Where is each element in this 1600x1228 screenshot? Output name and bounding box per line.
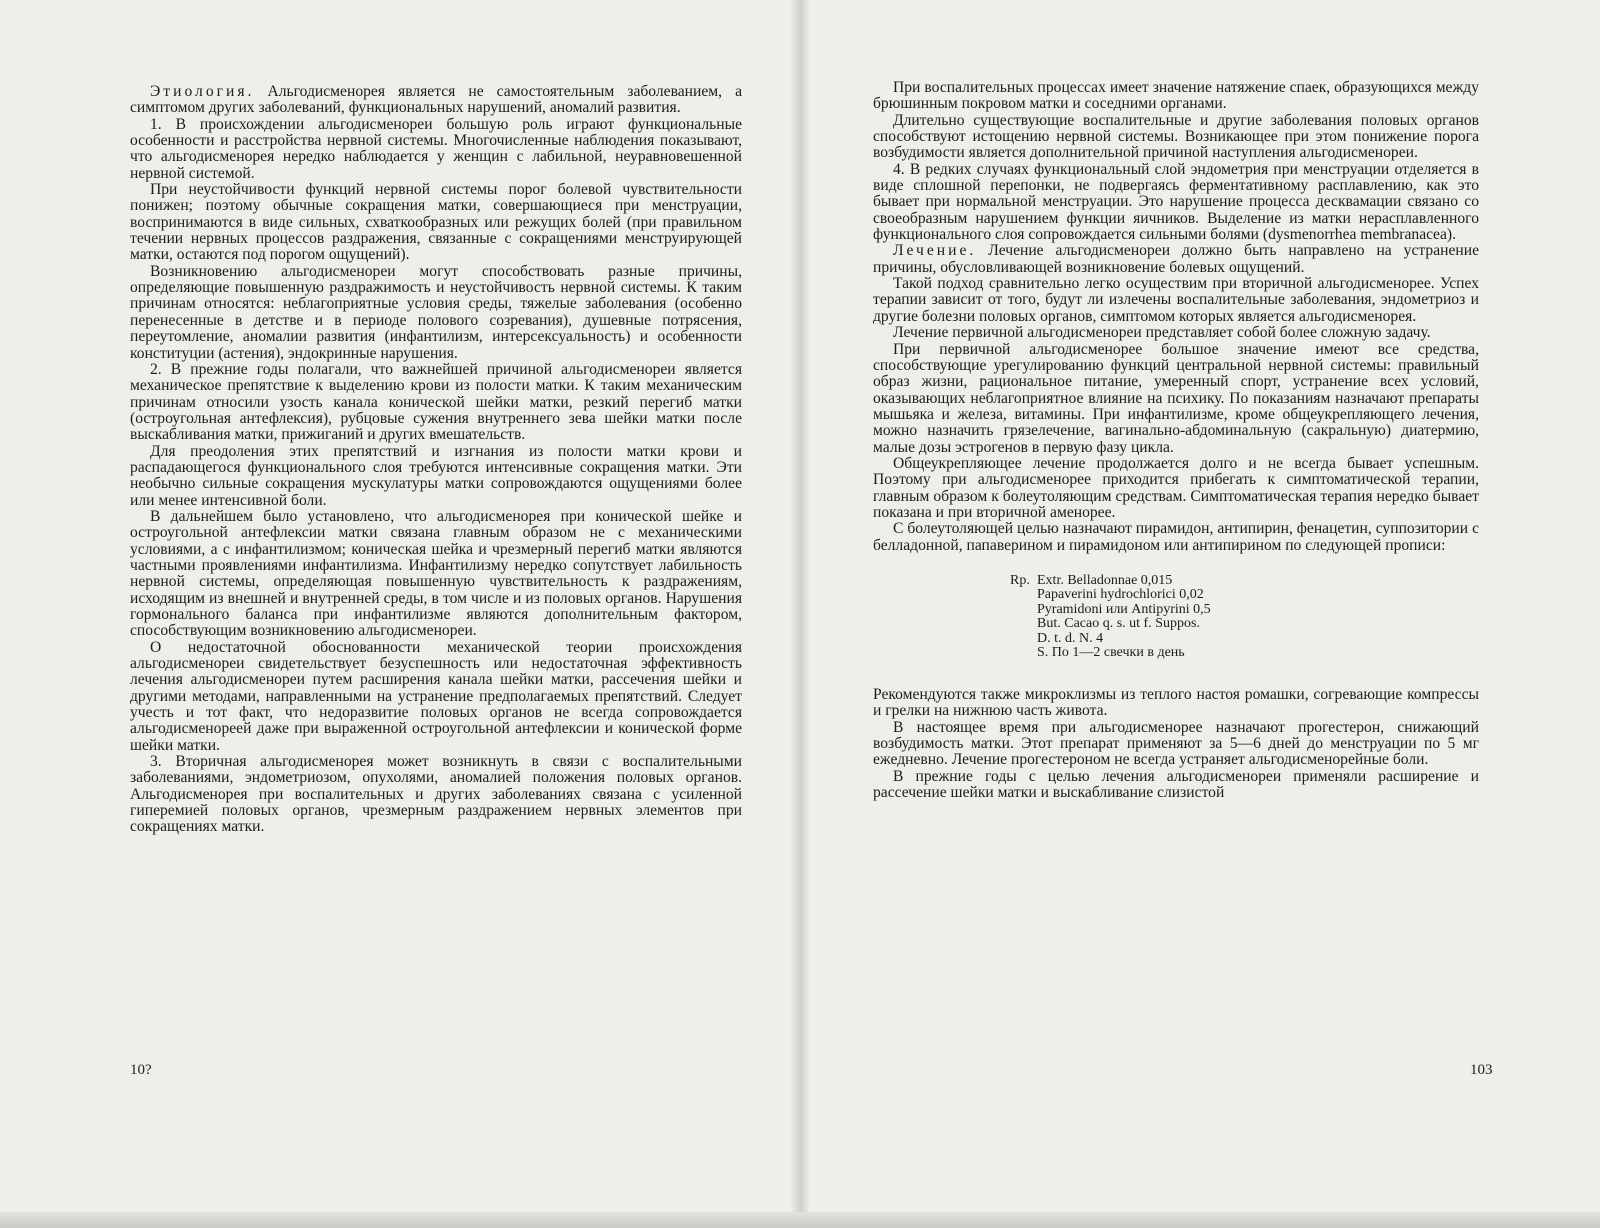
- paragraph: Длительно существующие воспалительные и другие заболевания половых органов способствуют истощению нервной системы. Возникающее при этом понижение порога возбудимости является дополнительной причиной наступления альгодисменореи.: [873, 111, 1479, 162]
- prescription-line: But. Cacao q. s. ut f. Suppos.: [1037, 616, 1200, 632]
- paragraph: В настоящее время при альгодисменорее назначают прогестерон, снижающий возбудимость матки. Этот препарат применяют за 5—6 дней до менструации по 5 мг ежедневно. Лечение прогестероном не всегда устраняет альгодисменорейные боли.: [873, 718, 1479, 769]
- prescription-line: Papaverini hydrochlorici 0,02: [1037, 587, 1204, 603]
- book-gutter: [790, 0, 810, 1228]
- prescription-line: D. t. d. N. 4: [1037, 630, 1104, 646]
- etiology-heading: Этиология.: [150, 83, 255, 100]
- paragraph: Для преодоления этих препятствий и изгнания из полости матки крови и распадающегося функционального слоя требуются интенсивные сокращения матки. Эти необычно сильные сокращения мускулатуры матки сопровождаются ощущениями более или менее интенсивной боли.: [130, 442, 742, 509]
- paragraph: При воспалительных процессах имеет значение натяжение спаек, образующихся между брюшинным покровом матки и соседними органами.: [873, 79, 1479, 113]
- left-page: [130, 84, 742, 836]
- page-number-right: 103: [1470, 1062, 1493, 1078]
- paragraph: 1. В происхождении альгодисменореи большую роль играют функциональные особенности и расстройства нервной системы. Многочисленные наблюдения показывают, что альгодисменорея нередко наблюдается у женщин с лабильной, неуравновешенной нервной системой.: [130, 115, 742, 182]
- treatment-heading: Лечение.: [893, 242, 977, 260]
- paragraph: Лечение первичной альгодисменореи представляет собой более сложную задачу.: [893, 324, 1431, 342]
- paragraph: В дальнейшем было установлено, что альгодисменорея при конической шейке и остроугольной антефлексии матки связана главным образом не с механическими условиями, а с инфантилизмом; коническая шейка и чрезмерный перегиб матки являются частными проявлениями инфантилизма. Инфантилизму нередко сопутствует лабильность нервной системы, определяющая повышенную чувствительность к раздражениям, исходящим из внешней и внутренней среды, в том числе и из половых органов. Нарушения гормонального баланса при инфантилизме являются дополнительным фактором, способствующим возникновению альгодисменореи.: [130, 507, 742, 640]
- page-bottom-edge: [0, 1212, 1600, 1228]
- prescription-line: Pyramidoni или Antipyrini 0,5: [1037, 601, 1211, 617]
- prescription-block: [1010, 574, 1479, 661]
- paragraph: С болеутоляющей целью назначают пирамидон, антипирин, фенацетин, суппозитории с белладонной, папаверином и пирамидоном или антипирином по следующей прописи:: [873, 520, 1479, 554]
- paragraph: При первичной альгодисменорее большое значение имеют все средства, способствующие урегулированию функций центральной нервной системы: правильный образ жизни, рациональное питание, умеренный спорт, устранение всех условий, оказывающих неблагоприятное влияние на психику. По показаниям назначают препараты мышьяка и железа, витамины. При инфантилизме, кроме общеукрепляющего лечения, можно назначить грязелечение, вагинально-абдоминальную (сакральную) диатермию, малые дозы эстрогенов в первую фазу цикла.: [873, 340, 1479, 456]
- paragraph-etiology: [130, 84, 742, 117]
- paragraph: 2. В прежние годы полагали, что важнейшей причиной альгодисменореи является механическое препятствие к выделению крови из полости матки. К таким механическим причинам относили узость канала конической шейки матки, резкий перегиб матки (остроугольная антефлексия), рубцовые сужения внутреннего зева шейки матки после выскабливания матки, прижиганий и других вмешательств.: [130, 360, 742, 444]
- paragraph: Рекомендуются также микроклизмы из теплого настоя ромашки, согревающие компрессы и грелки на нижнюю часть живота.: [873, 685, 1479, 720]
- paragraph: Такой подход сравнительно легко осуществим при вторичной альгодисменорее. Успех терапии зависит от того, будут ли излечены воспалительные заболевания, эндометриоз и другие болезни половых органов, симптомом которых является альгодисменорея.: [873, 275, 1479, 325]
- paragraph-text: Лечение альгодисменореи должно быть направлено на устранение причины, обусловливающей возникновение болевых ощущений.: [873, 242, 1479, 276]
- paragraph: О недостаточной обоснованности механической теории происхождения альгодисменореи свидетельствует безуспешность или недостаточная эффективность лечения альгодисменореи путем расширения канала шейки матки, рассечения шейки и другими методами, направленными на устранение предполагаемых препятствий. Следует учесть и тот факт, что недоразвитие половых органов не всегда сопровождается альгодисменореей даже при выраженной остроугольной антефлексии и конической форме шейки матки.: [130, 638, 742, 754]
- paragraph: Возникновению альгодисменореи могут способствовать разные причины, определяющие повышенную раздражимость и неустойчивость нервной системы. К таким причинам относятся: неблагоприятные условия среды, тяжелые заболевания (особенно перенесенные в детстве и в периоде полового созревания), душевные потрясения, переутомление, аномалии развития (инфантилизм, интерсексуальность) и особенности конституции (астения), эндокринные нарушения.: [130, 262, 742, 362]
- page-number-left: 10?: [130, 1062, 152, 1078]
- paragraph-text: Альгодисменорея является не самостоятельным заболеванием, а симптомом других заболеваний, функциональных нарушений, аномалий развития.: [130, 83, 742, 117]
- paragraph: При неустойчивости функций нервной системы порог болевой чувствительности понижен; поэтому обычные сокращения матки, совершающиеся при менструации, воспринимаются в виде сильных, схваткообразных или режущих болей (при правильном течении нервных процессов раздражения, связанные с сокращениями менструирующей матки, остаются под порогом ощущений).: [130, 181, 742, 264]
- paragraph: В прежние годы с целью лечения альгодисменореи применяли расширение и рассечение шейки матки и выскабливание слизистой: [873, 767, 1479, 802]
- paragraph-treatment: [873, 243, 1479, 276]
- paragraph: 4. В редких случаях функциональный слой эндометрия при менструации отделяется в виде сплошной перепонки, не подвергаясь ферментативному расплавлению, как это бывает при нормальной менструации. Это нарушение процесса десквамации связано со своеобразным нарушением функции яичников. Выделение из матки нерасплавленного функционального слоя сопровождается сильными болями (dysmenorrhea membranacea).: [873, 160, 1479, 244]
- prescription-rp: Rp.: [1010, 572, 1030, 588]
- right-page: [873, 80, 1479, 801]
- prescription-line: Extr. Belladonnae 0,015: [1037, 572, 1173, 588]
- paragraph: Общеукрепляющее лечение продолжается долго и не всегда бывает успешным. Поэтому при альгодисменорее приходится прибегать к симптоматической терапии, главным образом к болеутоляющим средствам. Симптоматическая терапия нередко бывает показана и при вторичной аменорее.: [873, 454, 1479, 521]
- paragraph: 3. Вторичная альгодисменорея может возникнуть в связи с воспалительными заболеваниями, эндометриозом, опухолями, аномалией положения половых органов. Альгодисменорея при воспалительных и других заболеваниях связана с усиленной гиперемией половых органов, чрезмерным раздражением нервных элементов при сокращениях матки.: [130, 753, 742, 836]
- prescription-line: S. По 1—2 свечки в день: [1037, 645, 1185, 661]
